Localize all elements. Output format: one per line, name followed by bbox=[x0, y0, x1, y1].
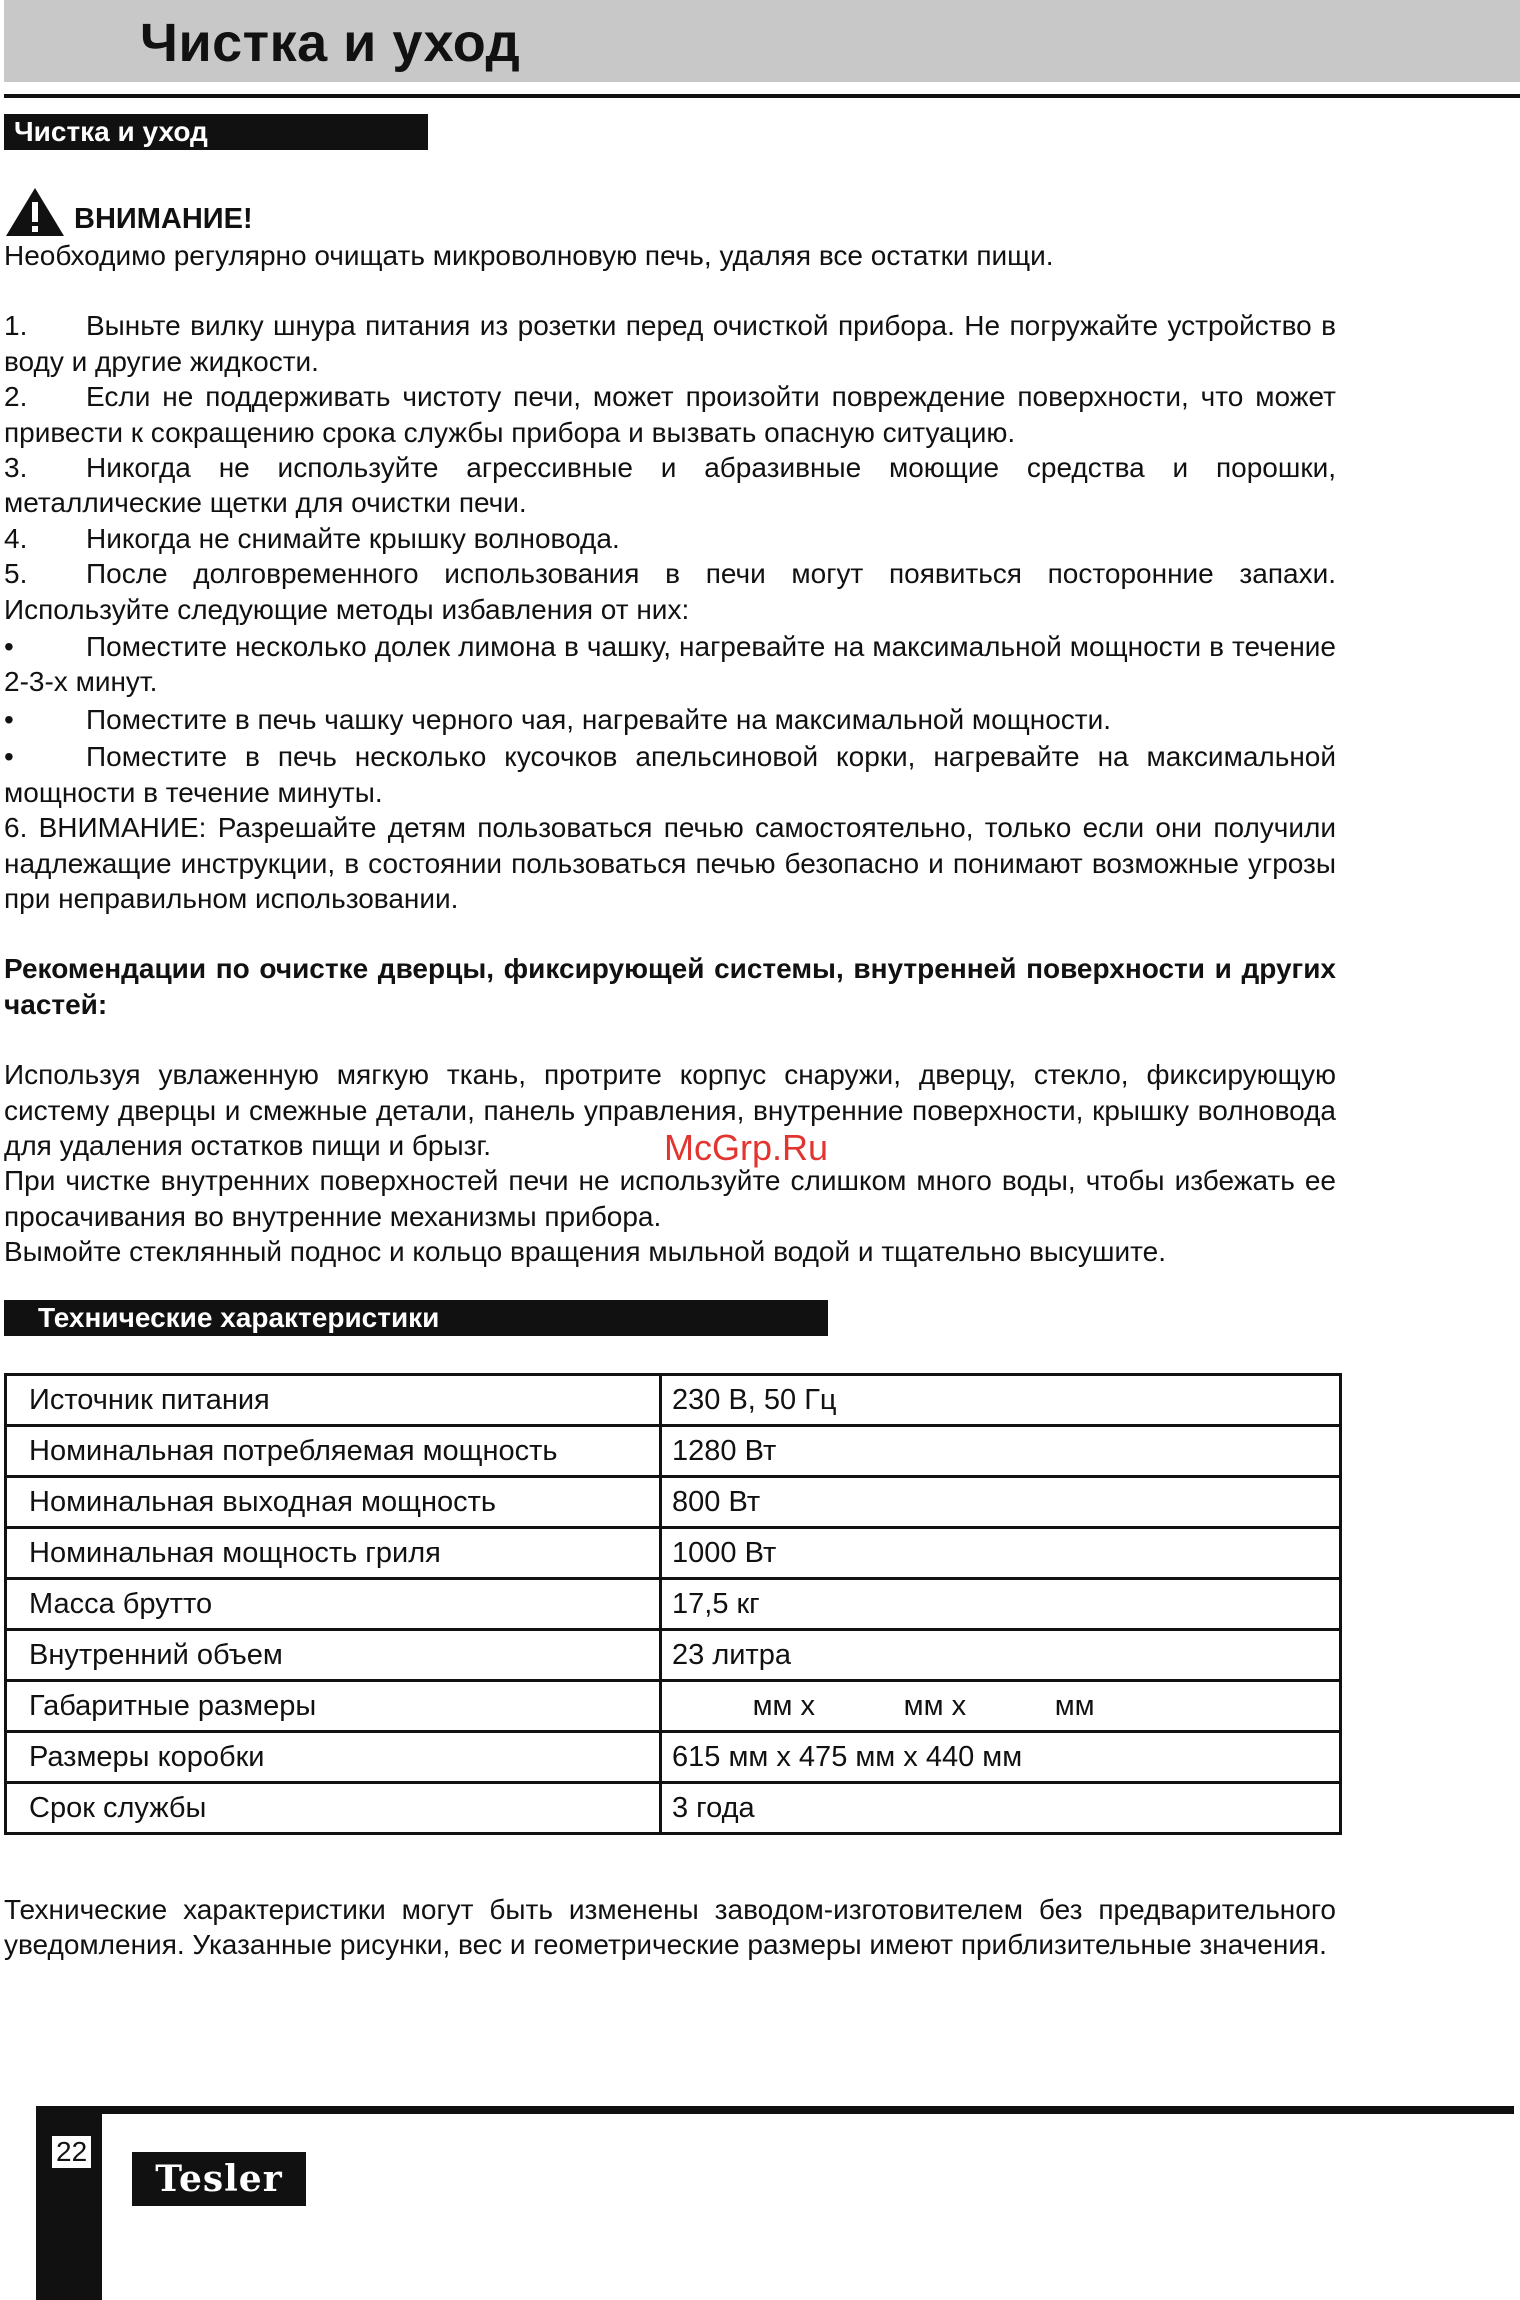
table-row bbox=[6, 1681, 1341, 1732]
footer-divider bbox=[36, 2106, 1514, 2114]
spec-table bbox=[4, 1373, 1342, 1835]
brand-logo: Tesler bbox=[132, 2152, 306, 2206]
recommend-paragraph: Используя увлаженную мягкую ткань, протрите корпус снаружи, дверцу, стекло, фиксирующую систему дверцы и смежные детали, панель управления, внутренние поверхности, крышку волновода для удаления остатков пищи и брызг. bbox=[4, 1059, 1336, 1161]
spec-key: Внутренний объем bbox=[6, 1630, 661, 1681]
warning-triangle-icon bbox=[4, 186, 66, 238]
table-row bbox=[6, 1477, 1341, 1528]
bullet-item: • Поместите несколько долек лимона в чашку, нагревайте на максимальной мощности в течение 2-3-х минут. bbox=[4, 631, 1336, 698]
spec-key: Срок службы bbox=[6, 1783, 661, 1834]
recommend-paragraph: Вымойте стеклянный поднос и кольцо вращения мыльной водой и тщательно высушите. bbox=[4, 1236, 1167, 1268]
spec-value: 17,5 кг bbox=[661, 1579, 1341, 1630]
table-row bbox=[6, 1426, 1341, 1477]
page-number: 22 bbox=[52, 2136, 91, 2168]
table-row bbox=[6, 1630, 1341, 1681]
list-item: 4. Никогда не снимайте крышку волновода. bbox=[4, 522, 620, 554]
page-title: Чистка и уход bbox=[140, 13, 521, 73]
spec-value: мм х мм х мм bbox=[661, 1681, 1341, 1732]
spec-key: Номинальная потребляемая мощность bbox=[6, 1426, 661, 1477]
spec-key: Номинальная выходная мощность bbox=[6, 1477, 661, 1528]
warning-block bbox=[4, 186, 253, 238]
spec-key: Габаритные размеры bbox=[6, 1681, 661, 1732]
list-item: 5. После долговременного использования в печи могут появиться посторонние запахи. Используйте следующие методы избавления от них: bbox=[4, 558, 1336, 625]
recommend-heading: Рекомендации по очистке дверцы, фиксирующей системы, внутренней поверхности и других частей: bbox=[4, 953, 1336, 1020]
spec-key: Масса брутто bbox=[6, 1579, 661, 1630]
bullet-item: • Поместите в печь чашку черного чая, нагревайте на максимальной мощности. bbox=[4, 703, 1112, 735]
table-row bbox=[6, 1732, 1341, 1783]
warning-label: ВНИМАНИЕ! bbox=[74, 203, 253, 235]
table-row bbox=[6, 1528, 1341, 1579]
spec-value: 3 года bbox=[661, 1783, 1341, 1834]
spec-value: 615 мм х 475 мм х 440 мм bbox=[661, 1732, 1341, 1783]
spec-key: Номинальная мощность гриля bbox=[6, 1528, 661, 1579]
table-row bbox=[6, 1783, 1341, 1834]
section-heading-specs: Технические характеристики bbox=[4, 1300, 828, 1336]
intro-text: Необходимо регулярно очищать микроволновую печь, удаляя все остатки пищи. bbox=[4, 240, 1054, 271]
list-item: 2. Если не поддерживать чистоту печи, может произойти повреждение поверхности, что может привести к сокращению срока службы прибора и вызвать опасную ситуацию. bbox=[4, 381, 1336, 448]
list-item: 3. Никогда не используйте агрессивные и абразивные моющие средства и порошки, металлические щетки для очистки печи. bbox=[4, 452, 1336, 519]
footnote: Технические характеристики могут быть изменены заводом-изготовителем без предварительного уведомления. Указанные рисунки, вес и геометрические размеры имеют приблизительные значения. bbox=[4, 1894, 1336, 1961]
recommend-paragraph: При чистке внутренних поверхностей печи не используйте слишком много воды, чтобы избежать ее просачивания во внутренние механизмы прибора. bbox=[4, 1165, 1336, 1232]
bullet-item: • Поместите в печь несколько кусочков апельсиновой корки, нагревайте на максимальной мощности в течение минуты. bbox=[4, 741, 1336, 808]
list-item: 1. Выньте вилку шнура питания из розетки перед очисткой прибора. Не погружайте устройство в воду и другие жидкости. bbox=[4, 310, 1336, 377]
table-row bbox=[6, 1375, 1341, 1426]
cleaning-body bbox=[4, 238, 1336, 1270]
spec-value: 800 Вт bbox=[661, 1477, 1341, 1528]
spec-value: 230 В, 50 Гц bbox=[661, 1375, 1341, 1426]
table-row bbox=[6, 1579, 1341, 1630]
spec-value: 1280 Вт bbox=[661, 1426, 1341, 1477]
section-heading-cleaning: Чистка и уход bbox=[4, 114, 428, 150]
spec-key: Источник питания bbox=[6, 1375, 661, 1426]
footer-area bbox=[102, 2114, 1520, 2300]
spec-value: 23 литра bbox=[661, 1630, 1341, 1681]
spec-value: 1000 Вт bbox=[661, 1528, 1341, 1579]
item-6-warning: 6. ВНИМАНИЕ: Разрешайте детям пользоваться печью самостоятельно, только если они получили надлежащие инструкции, в состоянии пользоваться печью безопасно и понимают возможные угрозы при неправильном использовании. bbox=[4, 812, 1336, 914]
watermark: McGrp.Ru bbox=[664, 1127, 829, 1168]
header-divider bbox=[4, 94, 1520, 98]
spec-key: Размеры коробки bbox=[6, 1732, 661, 1783]
